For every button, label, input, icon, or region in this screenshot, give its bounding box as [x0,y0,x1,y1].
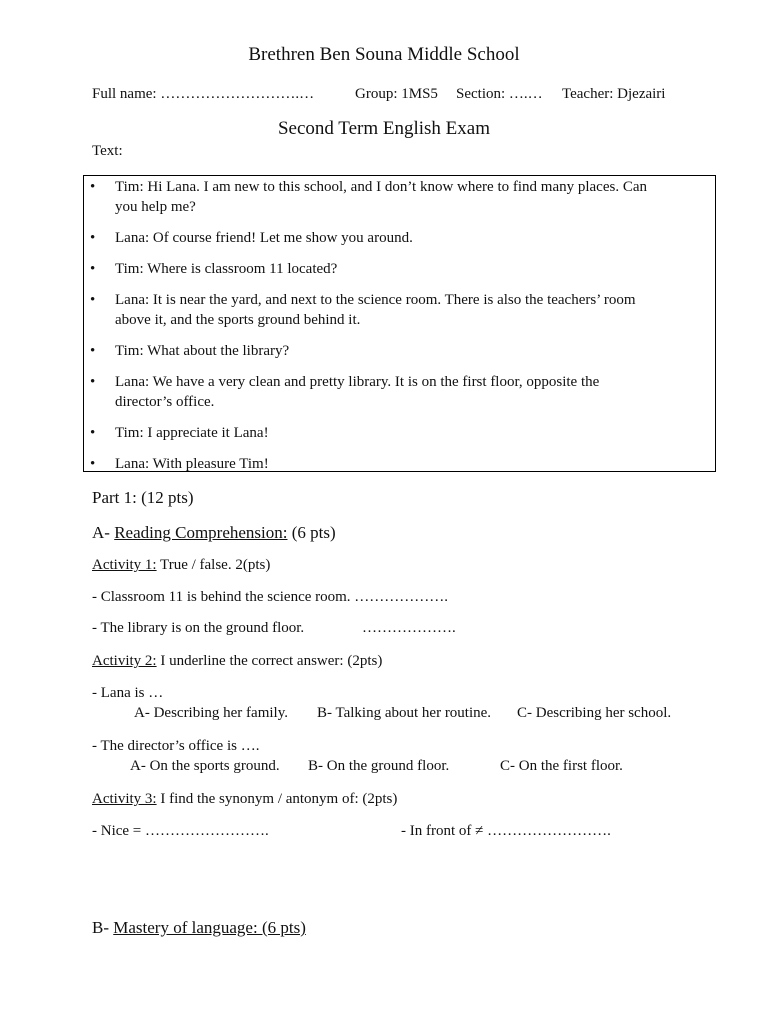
dialogue-line: director’s office. [115,394,215,410]
dialogue-line: Tim: What about the library? [115,343,290,359]
activity1-instruction: True / false. 2(pts) [156,557,271,573]
bullet-icon: • [90,425,96,441]
activity3-in-front-of: - In front of ≠ ……………………. [401,823,611,839]
dialogue-line: Tim: I appreciate it Lana! [115,425,269,441]
activity1-question1: - Classroom 11 is behind the science room. ………………. [92,589,449,605]
dialogue-line: Lana: It is near the yard, and next to the science room. There is also the teachers’ room [115,292,636,308]
dialogue-line: Tim: Hi Lana. I am new to this school, and I don’t know where to find many places. Can [115,179,647,195]
activity2-question2: - The director’s office is …. [92,738,260,754]
activity2-q2-option-a: A- On the sports ground. [130,758,280,774]
group-field: Group: 1MS5 [355,86,438,102]
dialogue-line: Lana: We have a very clean and pretty library. It is on the first floor, opposite the [115,374,600,390]
activity3-instruction: I find the synonym / antonym of: (2pts) [156,791,398,807]
activity2-q1-option-b: B- Talking about her routine. [317,705,492,721]
section-b-heading [92,918,306,938]
section-field: Section: ….… [456,86,543,102]
section-b-prefix: B- [92,918,114,937]
activity3-heading [92,791,397,808]
bullet-icon: • [90,343,96,359]
section-a-prefix: A- [92,523,115,542]
activity2-label: Activity 2: [92,653,157,669]
activity3-nice: - Nice = ……………………. [92,823,269,839]
activity2-instruction: I underline the correct answer: (2pts) [156,653,383,669]
bullet-icon: • [90,179,96,195]
exam-title: Second Term English Exam [277,118,491,139]
activity2-heading [92,653,382,670]
bullet-icon: • [90,456,96,472]
activity2-q2-option-c: C- On the first floor. [500,758,623,774]
activity3-label: Activity 3: [92,791,157,807]
teacher-field: Teacher: Djezairi [562,86,666,102]
activity2-q1-option-c: C- Describing her school. [517,705,672,721]
dialogue-line: Tim: Where is classroom 11 located? [115,261,338,277]
section-a-points: (6 pts) [287,523,336,542]
activity1-question2: - The library is on the ground floor. [92,620,305,636]
section-a-heading [92,523,336,543]
activity1-label: Activity 1: [92,557,157,573]
bullet-icon: • [90,374,96,390]
bullet-icon: • [90,230,96,246]
activity1-heading [92,557,270,574]
dialogue-box [83,175,716,472]
text-label: Text: [92,143,123,159]
activity2-question1: - Lana is … [92,685,164,701]
school-name: Brethren Ben Souna Middle School [248,44,520,65]
section-b-title: Mastery of language: (6 pts) [113,918,306,937]
activity2-q2-option-b: B- On the ground floor. [308,758,450,774]
activity2-q1-option-a: A- Describing her family. [134,705,288,721]
dialogue-line: above it, and the sports ground behind it. [115,312,361,328]
activity1-question2-blank: ………………. [362,620,456,636]
bullet-icon: • [90,292,96,308]
section-a-title: Reading Comprehension: [114,523,288,542]
full-name-field: Full name: ……………………….… [92,86,315,102]
dialogue-line: Lana: With pleasure Tim! [115,456,269,472]
part1-heading: Part 1: (12 pts) [92,488,194,507]
dialogue-line: Lana: Of course friend! Let me show you around. [115,230,413,246]
dialogue-line: you help me? [115,199,196,215]
bullet-icon: • [90,261,96,277]
